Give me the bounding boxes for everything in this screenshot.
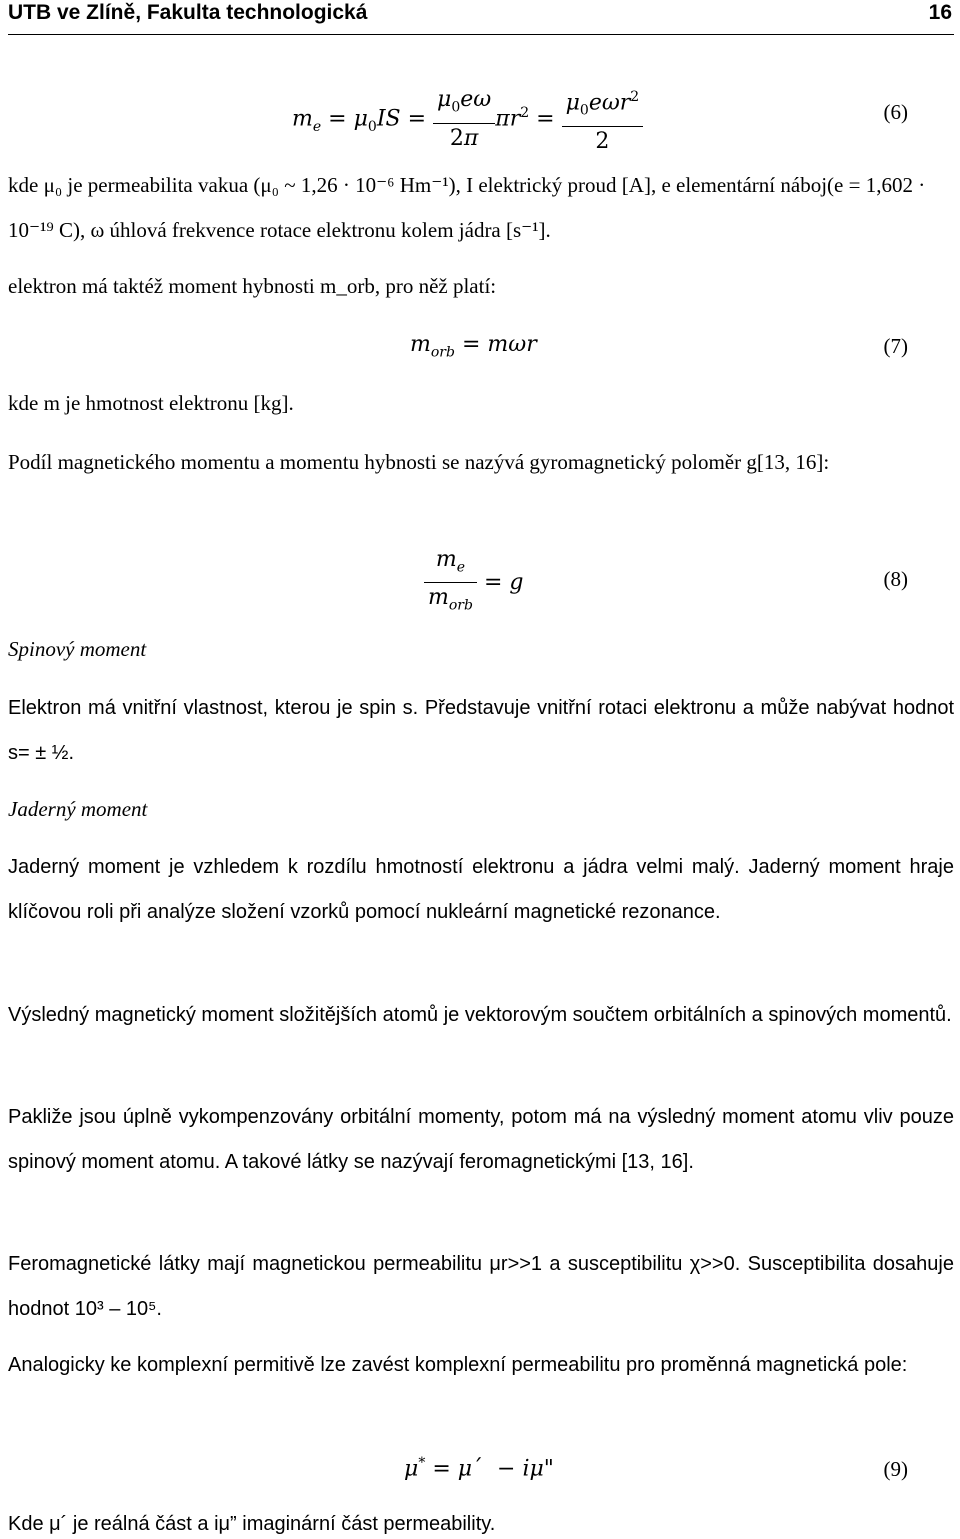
- equation-9: μ* = μ´ − iμ": [404, 1455, 554, 1482]
- equation-6-number: (6): [883, 100, 908, 124]
- equation-6: $m_e = \mu_0IS$ = $\frac{\mu_0e\omega}{2\pi}$ $\pi r^2$ = $\frac{\mu_0e\omega r^2}{2}$: [292, 82, 643, 157]
- paragraph-ferromagnetic: Pakliže jsou úplně vykompenzovány orbitální momenty, potom má na výsledný moment atomu vliv pouze spinový moment atomu. A takové látky se nazývají feromagnetickými [13, 16].: [8, 1106, 954, 1173]
- equation-8: $\frac{m_e}{m_{orb}}$ = g: [424, 545, 523, 621]
- page-header: [8, 0, 954, 35]
- equation-7: $m_{orb} = m\omega r$: [410, 332, 537, 361]
- paragraph-permeability-definition: kde μ₀ je permeabilita vakua (μ₀ ~ 1,26 · 10⁻⁶ Hm⁻¹), I elektrický proud [A], e elementární náboj(e = 1,602 · 10⁻¹⁹ C), ω úhlová frekvence rotace elektronu kolem jádra [s⁻¹].: [8, 173, 926, 242]
- paragraph-complex-permeability: Analogicky ke komplexní permitivě lze zavést komplexní permeabilitu pro proměnná magnetická pole:: [8, 1354, 908, 1376]
- paragraph-nuclear-moment: Jaderný moment je vzhledem k rozdílu hmotností elektronu a jádra velmi malý. Jaderný moment hraje klíčovou roli při analýze složení vzorků pomocí nukleární magnetické rezonance.: [8, 856, 954, 923]
- equation-9-number: (9): [883, 1457, 908, 1481]
- equation-7-number: (7): [883, 334, 908, 358]
- paragraph-resulting-moment: Výsledný magnetický moment složitějších atomů je vektorovým součtem orbitálních a spinových momentů.: [8, 1004, 952, 1026]
- equation-8-number: (8): [883, 567, 908, 591]
- paragraph-gyromagnetic-ratio: Podíl magnetického momentu a momentu hybnosti se nazývá gyromagnetický poloměr g[13, 16]:: [8, 450, 830, 474]
- paragraph-spin: Elektron má vnitřní vlastnost, kterou je spin s. Představuje vnitřní rotaci elektronu a může nabývat hodnot s= ± ½.: [8, 697, 954, 764]
- heading-nuclear-moment: Jaderný moment: [8, 797, 148, 821]
- paragraph-permeability-parts: Kde μ´ je reálná část a iμ” imaginární část permeability.: [8, 1513, 496, 1535]
- heading-spin-moment: Spinový moment: [8, 637, 147, 661]
- paragraph-electron-mass: kde m je hmotnost elektronu [kg].: [8, 391, 294, 415]
- paragraph-ferromagnetic-permeability: Feromagnetické látky mají magnetickou permeabilitu μr>>1 a susceptibilitu χ>>0. Susceptibilita dosahuje hodnot 10³ – 10⁵.: [8, 1253, 954, 1320]
- paragraph-angular-momentum: elektron má taktéž moment hybnosti m_orb, pro něž platí:: [8, 274, 497, 298]
- page-number: 16: [928, 1, 952, 24]
- header-title: UTB ve Zlíně, Fakulta technologická: [8, 1, 368, 24]
